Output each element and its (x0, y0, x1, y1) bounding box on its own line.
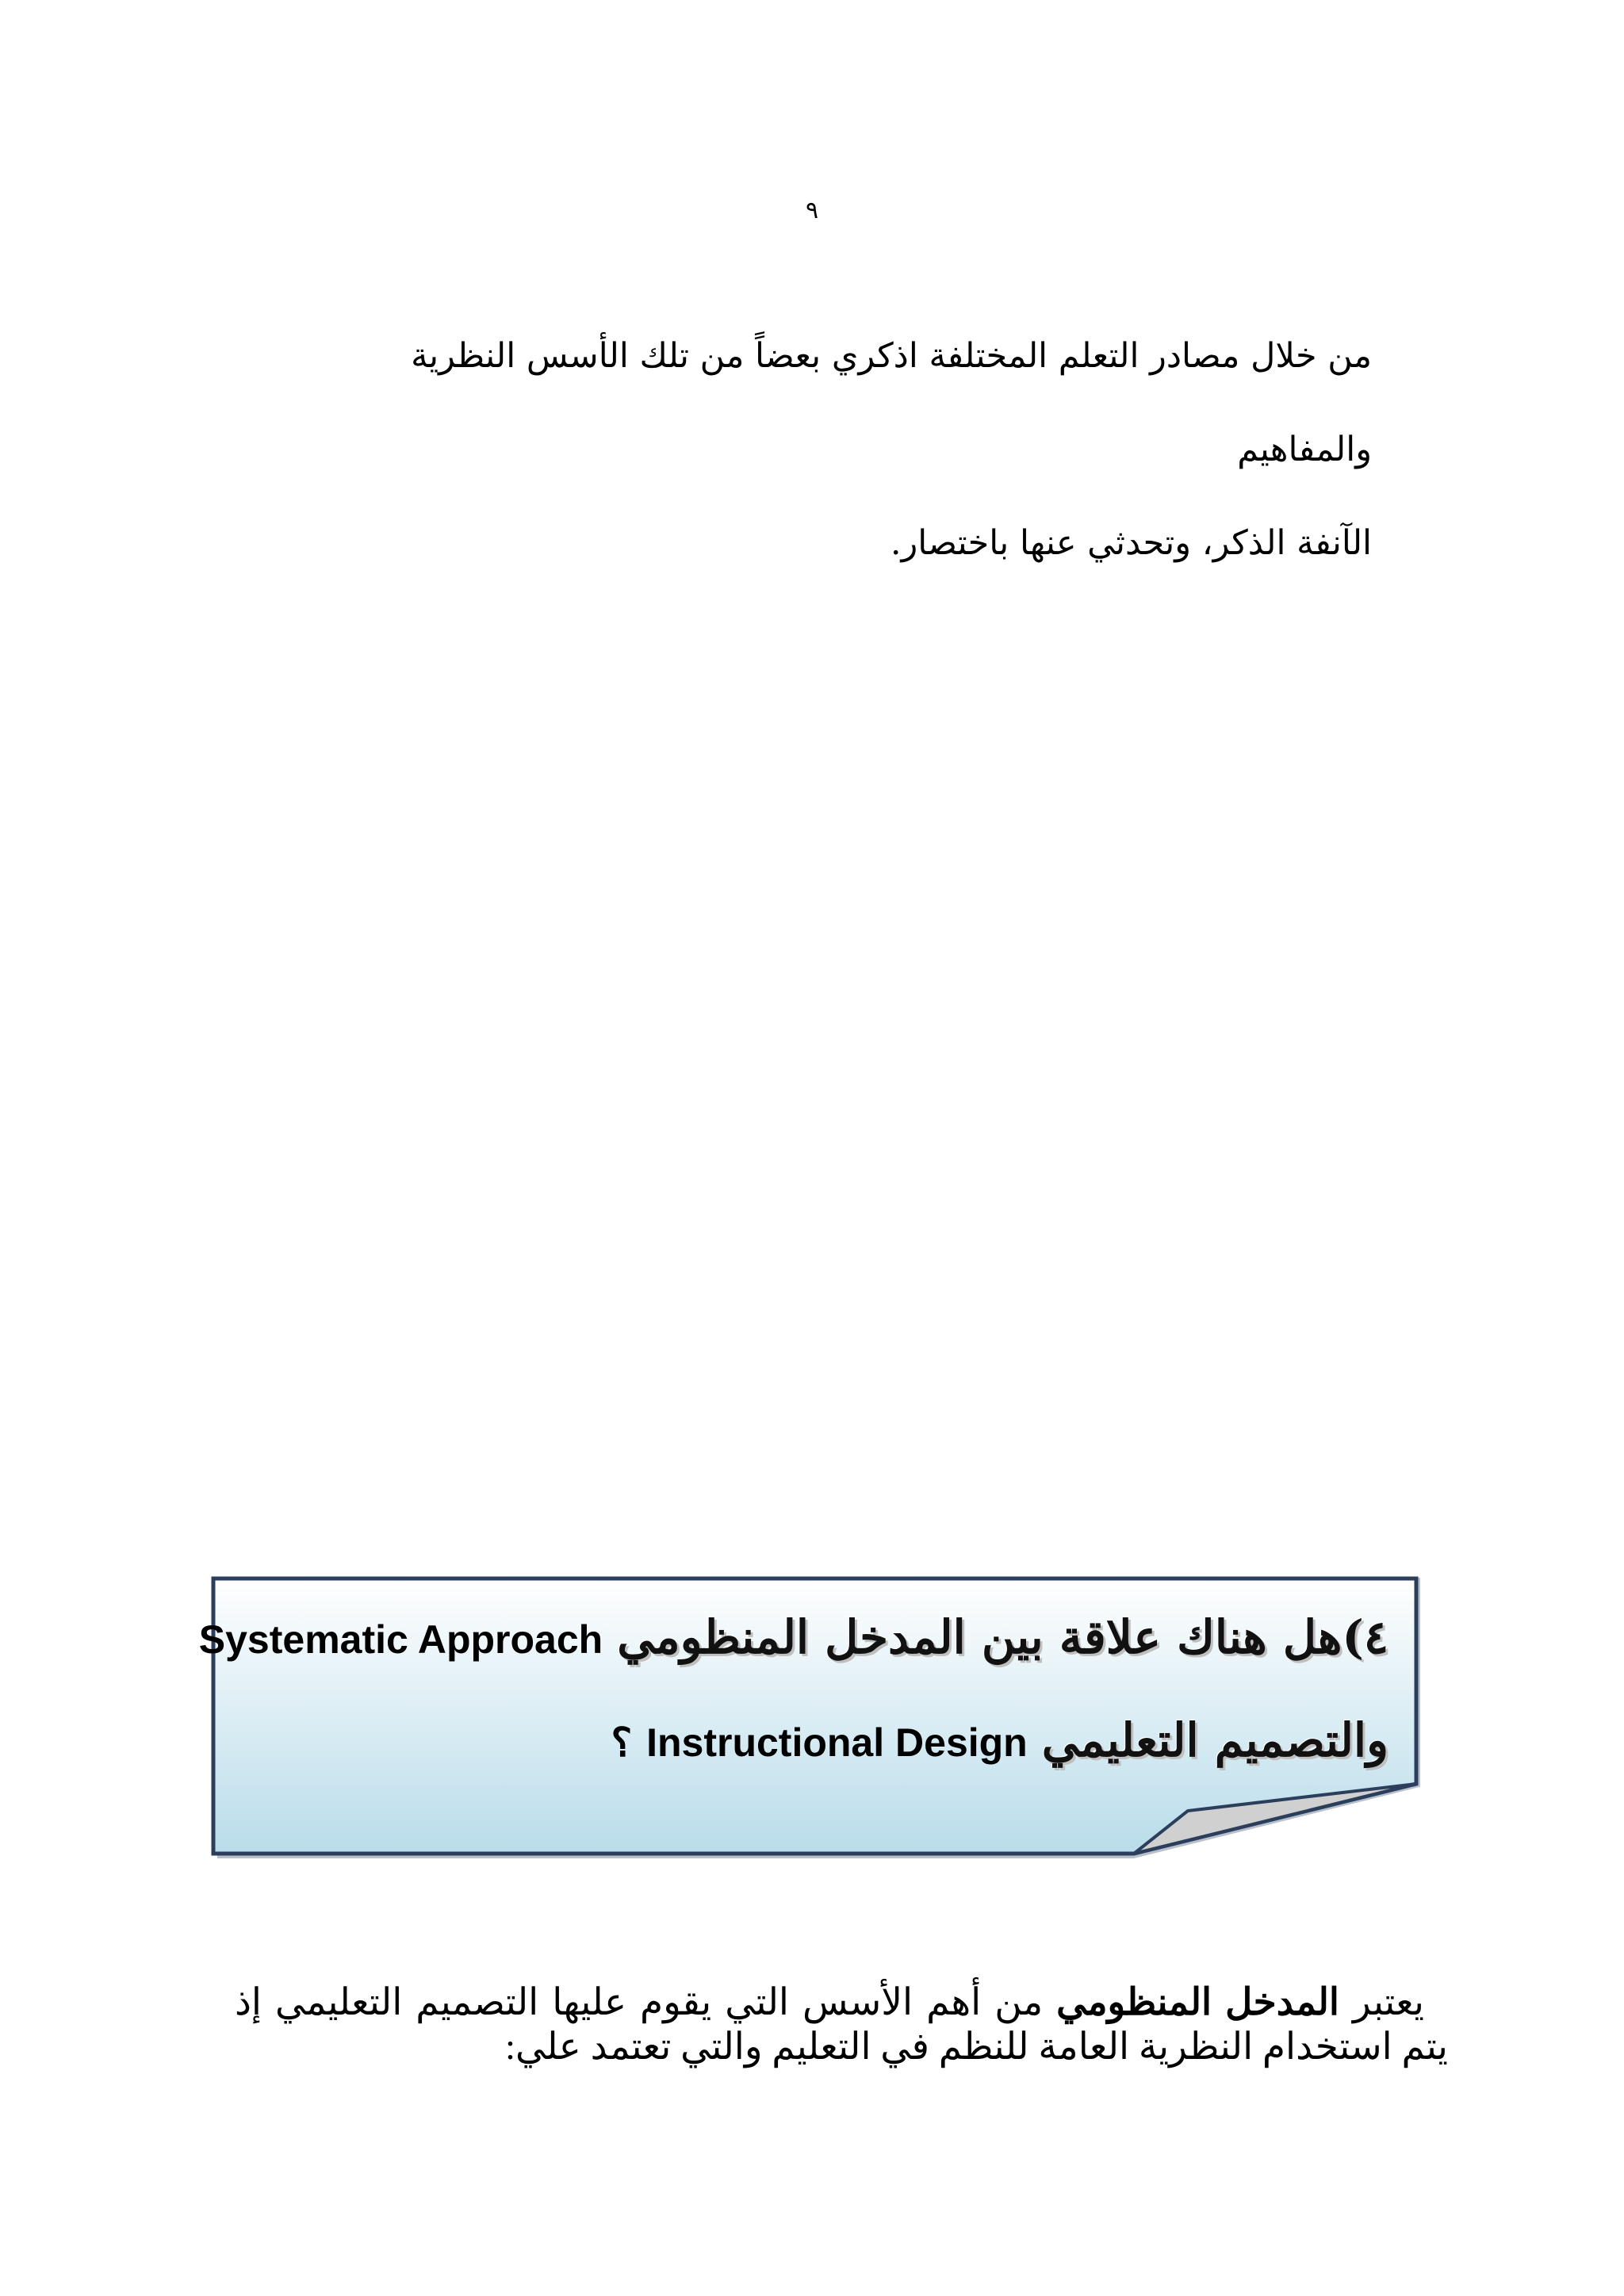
body-paragraph (235, 1980, 1448, 2069)
intro-line-1: من خلال مصادر التعلم المختلفة اذكري بعضاً من تلك الأسس النظرية والمفاهيم (411, 336, 1372, 469)
question-number: ٤) (1342, 1610, 1388, 1664)
question-arabic-1: هل هناك علاقة بين المدخل المنظومي (617, 1610, 1342, 1664)
page-number: ٩ (805, 197, 819, 224)
intro-line-2: الآنفة الذكر، وتحدثي عنها باختصار. (890, 523, 1372, 563)
intro-paragraph (285, 309, 1372, 590)
question-callout-box (198, 1576, 1420, 1858)
question-mark: ؟ (611, 1720, 633, 1765)
body-rest: من أهم الأسس التي يقوم عليها التصميم التعليمي إذ يتم استخدام النظرية العامة للنظم في التعليم والتي تعتمد علي: (235, 1982, 1448, 2068)
body-bold-term: المدخل المنظومي (1056, 1982, 1339, 2023)
term-instructional-design: Instructional Design (646, 1720, 1028, 1765)
body-lead: يعتبر (1352, 1982, 1425, 2023)
question-line-1 (185, 1601, 1388, 1673)
question-arabic-2: والتصميم التعليمي (1041, 1713, 1388, 1767)
term-systematic-approach: Systematic Approach (198, 1617, 603, 1662)
question-line-2 (611, 1705, 1388, 1776)
